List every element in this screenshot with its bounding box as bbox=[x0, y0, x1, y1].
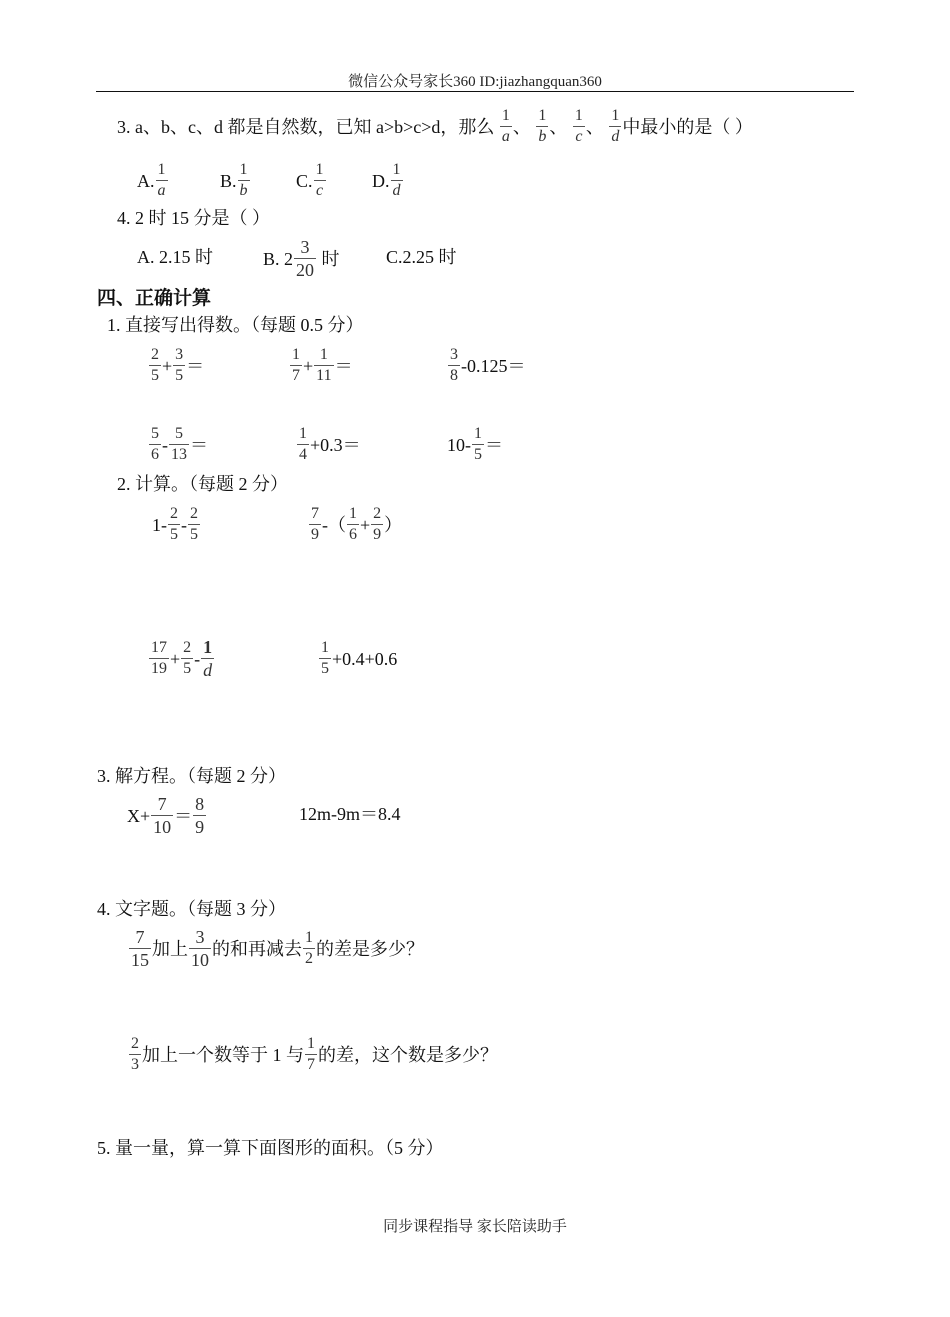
operator: + bbox=[303, 355, 314, 376]
part-5-title: 5. 量一量，算一算下面图形的面积。（5 分） bbox=[97, 1138, 444, 1158]
expr-head: X+ bbox=[127, 805, 151, 826]
q3-frac-c: $\frac{1}{c}$ bbox=[574, 107, 583, 146]
fraction: $\frac{1}{7}$ bbox=[292, 346, 300, 385]
fraction: $\frac{2}{3}$ bbox=[131, 1035, 139, 1074]
expr-tail: +0.3＝ bbox=[310, 434, 361, 455]
q3-tail: 中最小的是（ ） bbox=[622, 116, 753, 137]
fraction: $\frac{1}{6}$ bbox=[349, 505, 357, 544]
problem-text: 加上一个数等于 1 与 bbox=[142, 1044, 304, 1065]
part-3-title: 3. 解方程。（每题 2 分） bbox=[97, 766, 286, 786]
header-divider bbox=[96, 91, 854, 92]
p3-equation-1 bbox=[127, 791, 207, 837]
q3-option-a bbox=[137, 157, 169, 201]
part-1-title: 1. 直接写出得数。（每题 0.5 分） bbox=[107, 315, 364, 335]
fraction: $\frac{1}{11}$ bbox=[316, 346, 332, 385]
option-unit: 时 bbox=[317, 248, 340, 269]
q3-text: 3. a、b、c、d 都是自然数，已知 a>b>c>d，那么 bbox=[117, 116, 495, 137]
expr-head: 10- bbox=[447, 434, 471, 455]
q3-frac-d: $\frac{1}{d}$ bbox=[611, 107, 620, 146]
p4-word-problem-1 bbox=[128, 924, 424, 970]
q3-frac-a: $\frac{1}{a}$ bbox=[501, 107, 510, 146]
option-frac: $\frac{1}{b}$ bbox=[239, 161, 248, 200]
operator: + bbox=[162, 355, 173, 376]
expr-head: 1- bbox=[152, 514, 167, 535]
part-4-title: 4. 文字题。（每题 3 分） bbox=[97, 899, 286, 919]
operator: + bbox=[170, 648, 181, 669]
p2-expr-3 bbox=[148, 634, 215, 680]
q4-option-b bbox=[263, 234, 340, 280]
fraction: $\frac{5}{6}$ bbox=[151, 425, 159, 464]
question-4: 4. 2 时 15 分是（ ） bbox=[117, 208, 270, 228]
question-3 bbox=[117, 103, 753, 147]
fraction: $\frac{2}{5}$ bbox=[170, 505, 178, 544]
equals: ＝ bbox=[174, 805, 193, 826]
equals: ＝ bbox=[485, 434, 503, 455]
operator: -（ bbox=[322, 514, 346, 535]
paren-close: ） bbox=[384, 514, 403, 535]
option-frac: $\frac{1}{d}$ bbox=[392, 161, 401, 200]
option-label: B. bbox=[220, 170, 237, 191]
operator: + bbox=[360, 514, 371, 535]
p1-expr-5 bbox=[296, 421, 361, 465]
q3-sep: 、 bbox=[512, 116, 531, 137]
fraction: $\frac{2}{5}$ bbox=[183, 639, 192, 678]
operator: - bbox=[194, 648, 201, 669]
p4-word-problem-2 bbox=[128, 1030, 498, 1076]
fraction: $\frac{2}{9}$ bbox=[373, 505, 382, 544]
q3-sep: 、 bbox=[585, 116, 604, 137]
fraction: $\frac{8}{9}$ bbox=[195, 794, 205, 838]
fraction: $\frac{3}{8}$ bbox=[450, 346, 458, 385]
fraction: $\frac{3}{5}$ bbox=[175, 346, 184, 385]
fraction: $\frac{17}{19}$ bbox=[151, 639, 167, 678]
q3-sep: 、 bbox=[549, 116, 568, 137]
p2-expr-4 bbox=[318, 634, 397, 680]
option-label: D. bbox=[372, 170, 390, 191]
option-frac: $\frac{1}{c}$ bbox=[315, 161, 324, 200]
p3-equation-2: 12m-9m＝8.4 bbox=[299, 804, 401, 824]
q4-option-c: C.2.25 时 bbox=[386, 247, 457, 267]
p2-expr-1 bbox=[152, 501, 201, 545]
fraction: $\frac{7}{10}$ bbox=[153, 794, 172, 838]
equals: ＝ bbox=[186, 355, 205, 376]
option-frac: $\frac{3}{20}$ bbox=[296, 237, 315, 281]
p2-expr-2 bbox=[308, 501, 402, 545]
operator: - bbox=[162, 434, 168, 455]
problem-text: 的差是多少？ bbox=[316, 938, 424, 959]
page-footer: 同步课程指导 家长陪读助手 bbox=[383, 1219, 567, 1235]
expr-tail: +0.4+0.6 bbox=[332, 648, 398, 669]
part-2-title: 2. 计算。（每题 2 分） bbox=[117, 474, 288, 494]
equals: ＝ bbox=[190, 434, 208, 455]
q3-option-b bbox=[220, 157, 251, 201]
q4-option-a: A. 2.15 时 bbox=[137, 247, 213, 267]
fraction: $\frac{2}{5}$ bbox=[151, 346, 159, 385]
fraction: $\frac{1}{2}$ bbox=[305, 929, 313, 968]
fraction: $\frac{3}{10}$ bbox=[191, 927, 209, 971]
option-label: A. bbox=[137, 170, 155, 191]
p1-expr-2 bbox=[289, 342, 353, 386]
fraction: $\frac{7}{9}$ bbox=[311, 505, 319, 544]
option-label: B. 2 bbox=[263, 248, 294, 269]
problem-text: 的和再减去 bbox=[212, 938, 302, 959]
expr-tail: -0.125＝ bbox=[461, 355, 526, 376]
fraction: $\frac{1}{5}$ bbox=[321, 639, 329, 678]
equals: ＝ bbox=[334, 355, 353, 376]
fraction: $\frac{5}{13}$ bbox=[171, 425, 187, 464]
p1-expr-1 bbox=[148, 342, 204, 386]
problem-text: 的差，这个数是多少？ bbox=[318, 1044, 498, 1065]
p1-expr-4 bbox=[148, 421, 208, 465]
option-label: C. bbox=[296, 170, 313, 191]
section-title: 四、正确计算 bbox=[97, 287, 212, 309]
p1-expr-3 bbox=[447, 342, 526, 386]
operator: - bbox=[181, 514, 187, 535]
fraction: $\frac{1}{d}$ bbox=[203, 637, 213, 681]
p1-expr-6 bbox=[447, 421, 503, 465]
q3-option-d bbox=[372, 157, 404, 201]
page-header: 微信公众号家长360 ID:jiazhangquan360 bbox=[348, 74, 602, 90]
fraction: $\frac{1}{7}$ bbox=[307, 1035, 315, 1074]
option-frac: $\frac{1}{a}$ bbox=[157, 161, 166, 200]
fraction: $\frac{7}{15}$ bbox=[131, 927, 149, 971]
problem-text: 加上 bbox=[152, 938, 188, 959]
q3-frac-b: $\frac{1}{b}$ bbox=[538, 107, 547, 146]
fraction: $\frac{1}{5}$ bbox=[474, 425, 482, 464]
fraction: $\frac{1}{4}$ bbox=[299, 425, 307, 464]
fraction: $\frac{2}{5}$ bbox=[190, 505, 198, 544]
q3-option-c bbox=[296, 157, 327, 201]
